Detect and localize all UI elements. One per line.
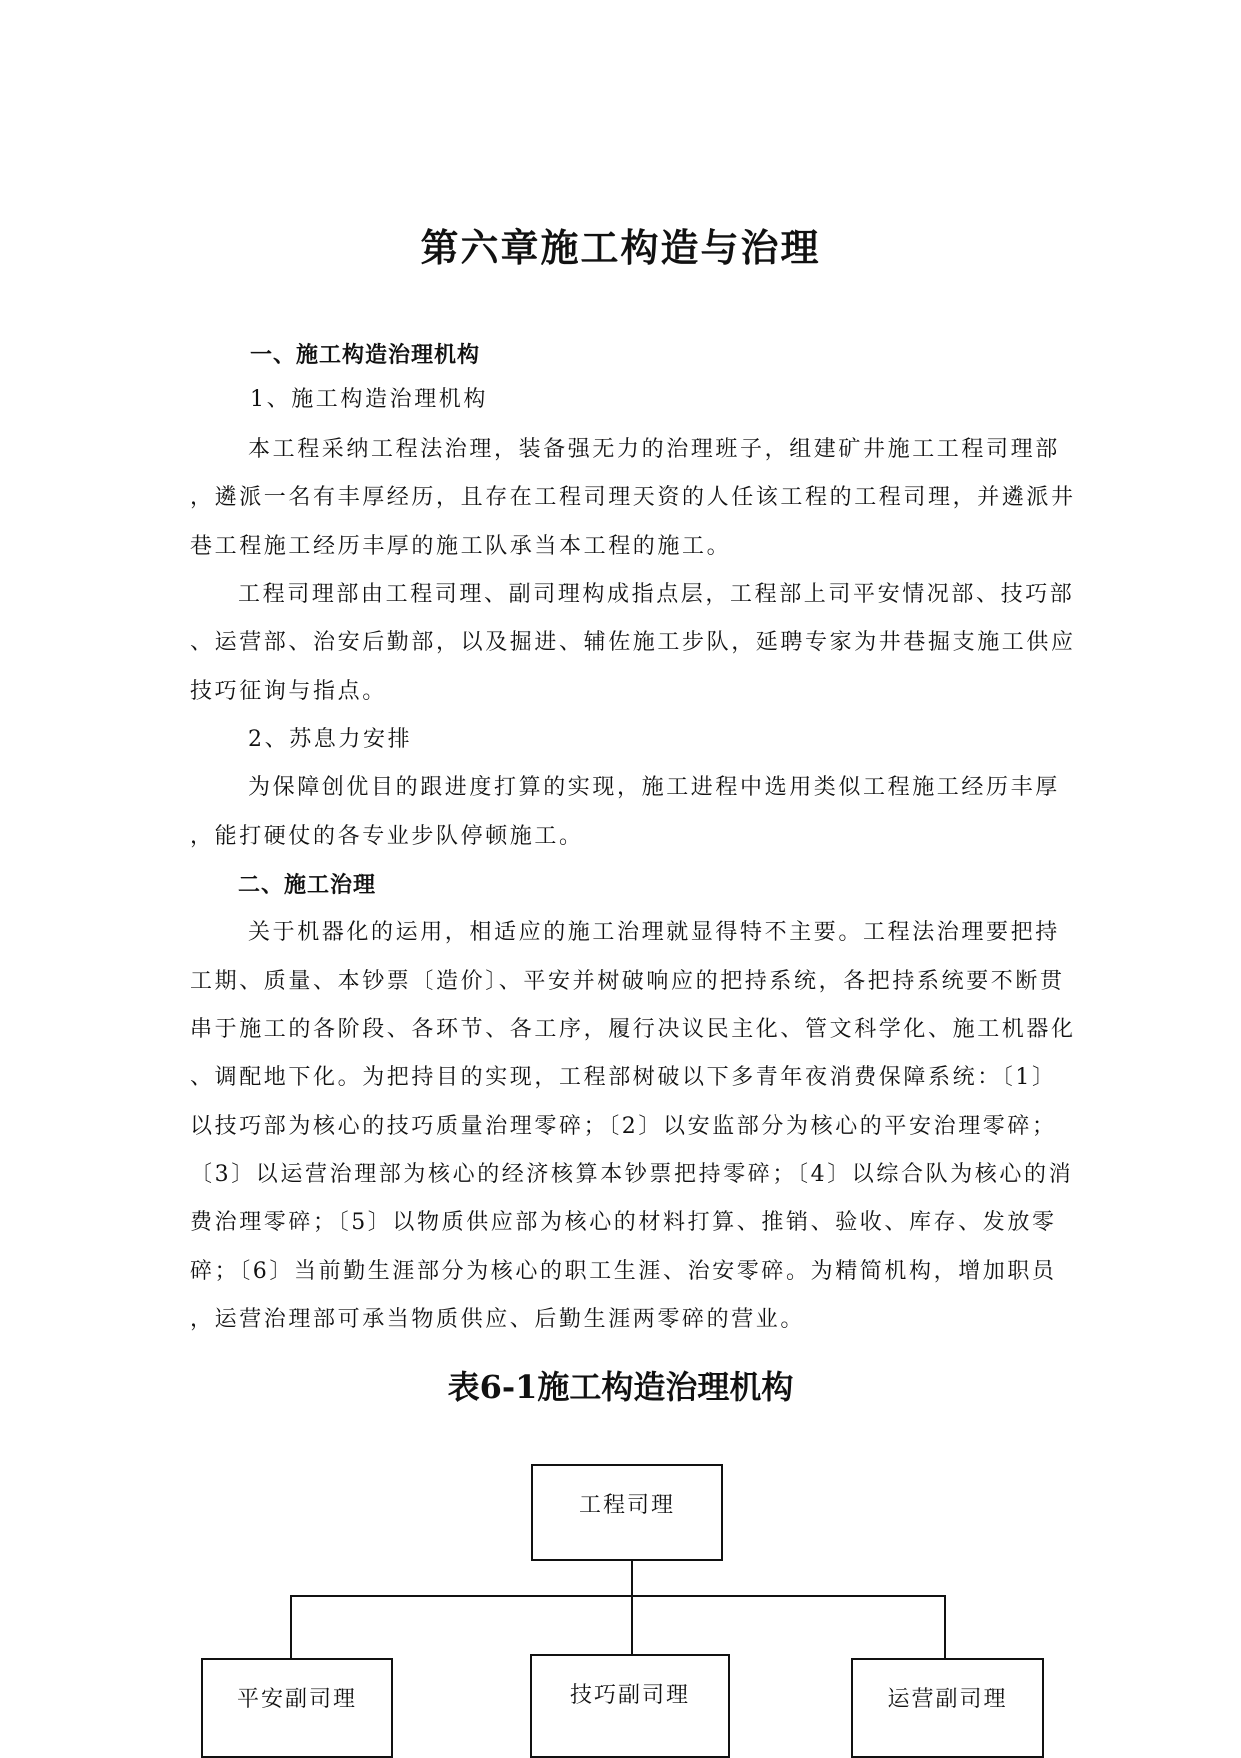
paragraph-line: 本工程采纳工程法治理，装备强无力的治理班子，组建矿井施工工程司理部 (248, 437, 1060, 462)
org-box-label: 运营副司理 (887, 1687, 1008, 1712)
paragraph-line: ，能打硬仗的各专业步队停顿施工。 (190, 824, 584, 849)
paragraph-line: 工期、质量、本钞票〔造价〕、平安并树破响应的把持系统，各把持系统要不断贯 (190, 969, 1065, 994)
chapter-title: 第六章施工构造与治理 (420, 225, 821, 270)
org-box-label: 平安副司理 (236, 1687, 357, 1712)
paragraph-line: 巷工程施工经历丰厚的施工队承当本工程的施工。 (190, 534, 732, 559)
connector-middle-drop (631, 1595, 633, 1654)
paragraph-line: 碎；〔6〕当前勤生涯部分为核心的职工生涯、治安零碎。为精简机构，增加职员 (190, 1259, 1057, 1284)
paragraph-line: 工程司理部由工程司理、副司理构成指点层，工程部上司平安情况部、技巧部 (238, 582, 1075, 607)
connector-horizontal (290, 1595, 946, 1597)
paragraph-line: 以技巧部为核心的技巧质量治理零碎；〔2〕以安监部分为核心的平安治理零碎； (190, 1114, 1057, 1139)
paragraph-line: 费治理零碎；〔5〕以物质供应部为核心的材料打算、推销、验收、库存、发放零 (190, 1210, 1057, 1235)
subsection-heading-2: 2、苏息力安排 (248, 727, 413, 752)
paragraph-line: 、调配地下化。为把持目的实现，工程部树破以下多青年夜消费保障系统：〔1〕 (190, 1065, 1057, 1090)
paragraph-line: ，运营治理部可承当物质供应、后勤生涯两零碎的营业。 (190, 1307, 806, 1332)
paragraph-line: 〔3〕以运营治理部为核心的经济核算本钞票把持零碎；〔4〕以综合队为核心的消 (190, 1162, 1074, 1187)
org-box-label: 技巧副司理 (569, 1683, 690, 1708)
paragraph-line: 、运营部、治安后勤部，以及掘进、辅佐施工步队，延聘专家为井巷掘支施工供应 (190, 630, 1076, 655)
connector-left-drop (290, 1595, 292, 1658)
org-box-label: 工程司理 (578, 1493, 675, 1518)
section-heading-2: 二、施工治理 (238, 872, 377, 898)
paragraph-line: 为保障创优目的跟进度打算的实现，施工进程中选用类似工程施工经历丰厚 (248, 775, 1060, 800)
paragraph-line: 关于机器化的运用，相适应的施工治理就显得特不主要。工程法治理要把持 (248, 920, 1060, 945)
org-box-middle (530, 1654, 730, 1758)
subsection-heading-1: 1、施工构造治理机构 (250, 387, 488, 412)
org-box-left (201, 1658, 393, 1758)
paragraph-line: 技巧征询与指点。 (190, 679, 387, 704)
connector-vertical-top (631, 1561, 633, 1596)
paragraph-line: 串于施工的各阶段、各环节、各工序，履行决议民主化、管文科学化、施工机器化 (190, 1017, 1076, 1042)
connector-right-drop (944, 1595, 946, 1658)
org-box-top (531, 1464, 723, 1561)
section-heading-1: 一、施工构造治理机构 (250, 342, 481, 368)
paragraph-line: ，遴派一名有丰厚经历，且存在工程司理天资的人任该工程的工程司理，并遴派井 (190, 485, 1076, 510)
table-title: 表6-1施工构造治理机构 (447, 1368, 794, 1406)
org-box-right (851, 1658, 1044, 1758)
